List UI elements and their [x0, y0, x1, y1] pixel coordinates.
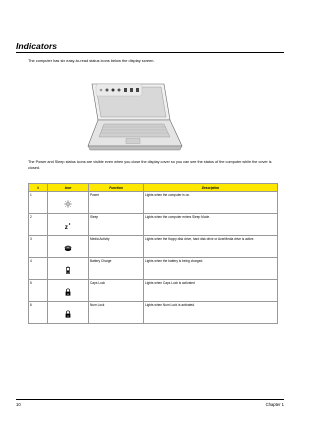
- row-num: 1: [29, 192, 48, 214]
- table-row: [29, 192, 278, 214]
- title-rule: [16, 52, 284, 53]
- row-num: 2: [29, 214, 48, 236]
- row-description: Lights when the battery is being charged.: [144, 258, 278, 280]
- power-sun-icon: [64, 200, 72, 208]
- header-num: #: [29, 184, 48, 192]
- svg-text:z: z: [68, 222, 71, 227]
- row-description: Lights when the floppy disk drive, hard disk drive or AcerMedia drive is active.: [144, 236, 278, 258]
- table-row: [29, 280, 278, 302]
- table-row: [29, 302, 278, 324]
- header-description: Description: [144, 184, 278, 192]
- row-function: Power: [89, 192, 144, 214]
- sleep-z-icon: [64, 222, 72, 230]
- table-row: [29, 214, 278, 236]
- row-description: Lights when the computer enters Sleep Mode.: [144, 214, 278, 236]
- row-description: Lights when Caps Lock is activated: [144, 280, 278, 302]
- row-num: 6: [29, 302, 48, 324]
- table-row: [29, 258, 278, 280]
- row-function: Num Lock: [89, 302, 144, 324]
- battery-charge-icon: [64, 266, 72, 274]
- intro-text: The computer has six easy-to-read status icons below the display screen.: [28, 58, 155, 63]
- footer-rule: [16, 399, 284, 400]
- page-number: 10: [16, 402, 21, 407]
- row-function: Media Activity: [89, 236, 144, 258]
- svg-text:1: 1: [67, 314, 69, 318]
- svg-text:A: A: [67, 292, 69, 296]
- row-function: Battery Charge: [89, 258, 144, 280]
- header-icon: Icon: [48, 184, 89, 192]
- media-activity-icon: [64, 244, 72, 252]
- row-num: 3: [29, 236, 48, 258]
- laptop-illustration: [84, 80, 184, 158]
- caps-lock-icon: [64, 288, 72, 296]
- table-header-row: [29, 184, 278, 192]
- cover-paragraph: The Power and Sleep status icons are visible even when you close the display cover so you can see the status of the computer while the cover is closed.: [28, 160, 272, 170]
- row-function: Sleep: [89, 214, 144, 236]
- row-num: 4: [29, 258, 48, 280]
- row-num: 5: [29, 280, 48, 302]
- indicators-table: [28, 183, 278, 324]
- svg-text:z: z: [64, 224, 69, 230]
- row-function: Caps Lock: [89, 280, 144, 302]
- table-row: [29, 236, 278, 258]
- row-description: Lights when Num Lock is activated.: [144, 302, 278, 324]
- page-title: Indicators: [16, 41, 58, 51]
- chapter-label: Chapter 1: [265, 402, 284, 407]
- header-function: Function: [89, 184, 144, 192]
- row-description: Lights when the computer is on.: [144, 192, 278, 214]
- num-lock-icon: [64, 310, 72, 318]
